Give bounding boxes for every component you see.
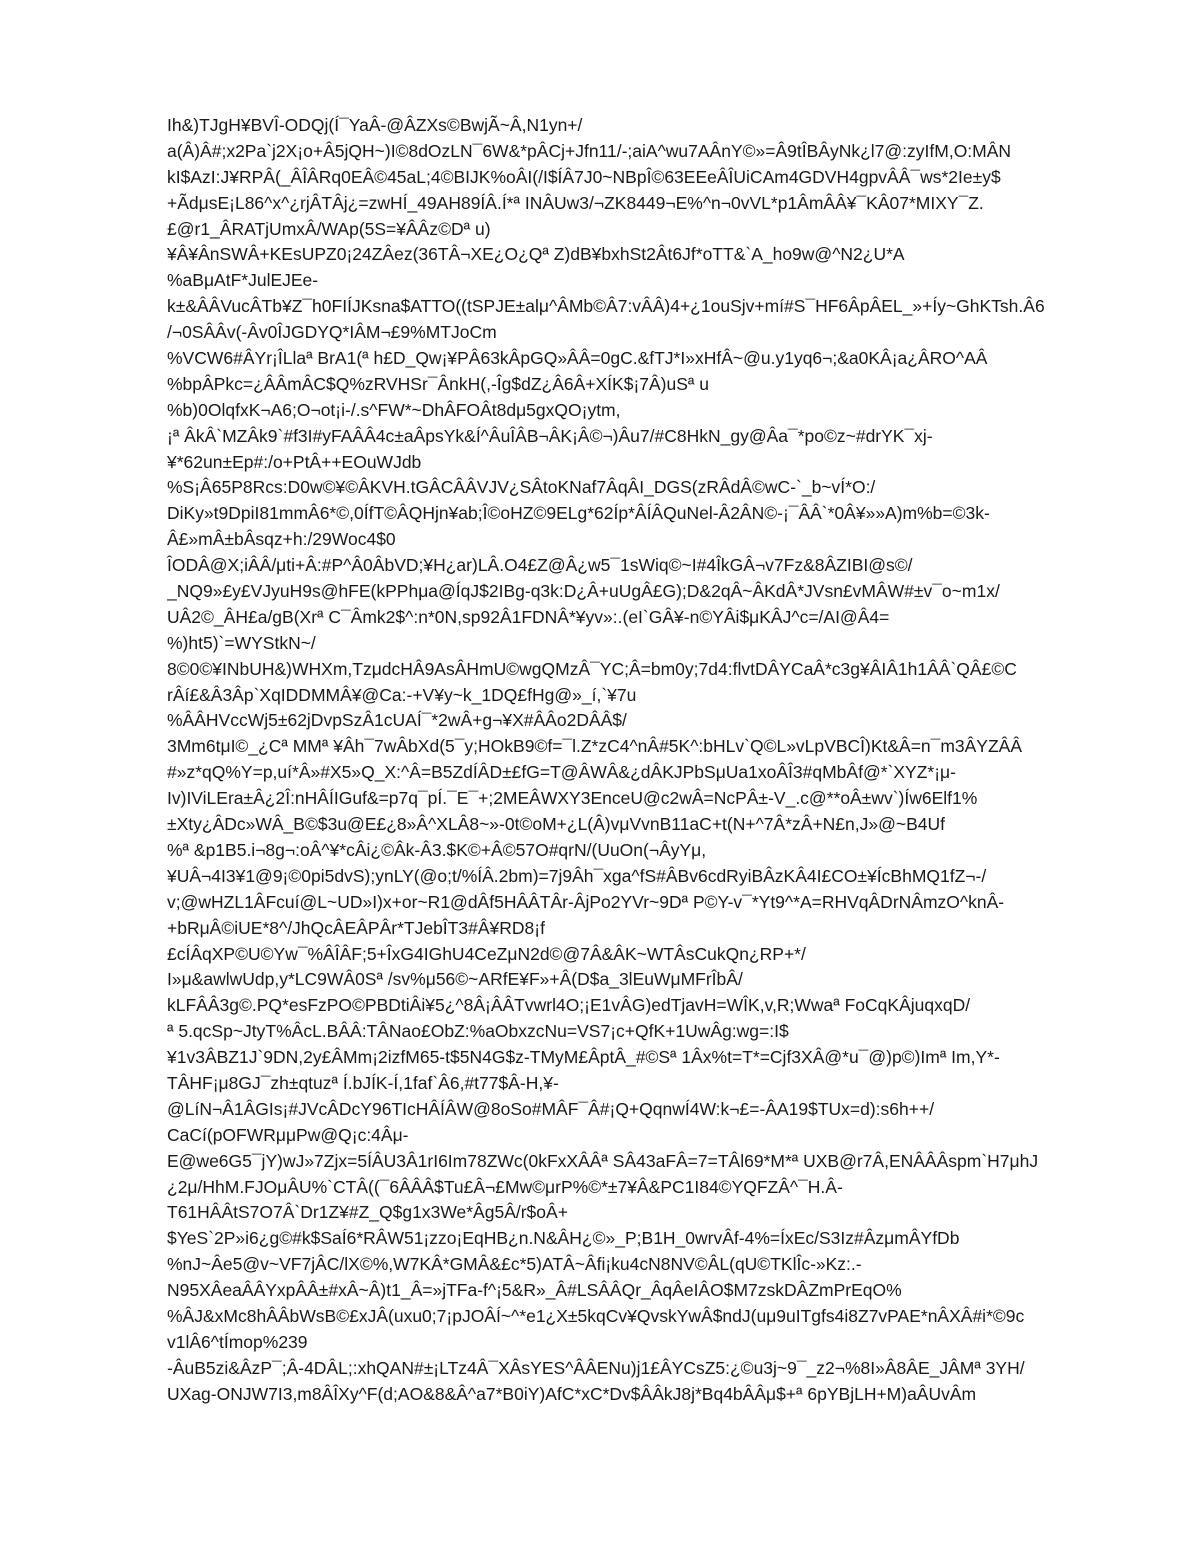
text-line: UXag-ONJW7I3,m8ÂÎXy^F(d;AO&8&Â^a7*B0iY)AfC*xC*Dv$ÂÂkJ8j*Bq4bÂÂμ$+ª 6pYBjLH+M)aÂUvÂm	[167, 1383, 977, 1404]
text-line: v1lÂ6^tÍmop%239	[167, 1331, 308, 1352]
text-line: a(Â)Â#;x2Pa`j2X¡o+Â5jQH~)I©8dOzLN¯6W&*pÂCj+Jfn11/-;aiA^wu7AÂnY©»=Â9tÎBÂyNk¿l7@:zyIfM,O:MÂN	[167, 140, 1012, 161]
text-line: %b)0OlqfxK¬A6;O¬ot¡i-/.s^FW*~DhÂFOÂt8dμ5gxQO¡ytm,	[167, 399, 621, 420]
text-line: %aBμAtF*JulEJEe-	[167, 270, 319, 291]
text-line: $YeS`2P»i6¿g©#k$SaÍ6*RÂW51¡zzo¡EqHB¿n.N&ÂH¿©»_P;B1H_0wrvÂf-4%=ÍxEc/S3Iz#ÂzμmÂYfDb	[167, 1228, 960, 1249]
text-line: %ÂÂHVccWj5±62jDvpSzÂ1cUAÍ¯*2wÂ+g¬¥X#ÂÂo2DÂÂ$/	[167, 710, 627, 731]
text-line: ±Xty¿ÂDc»WÂ_B©$3u@E£¿8»Â^XLÂ8~»-0t©oM+¿L(Â)vμVvnB11aC+t(N+^7Â*zÂ+N£n,J»@~B4Uf	[167, 814, 945, 835]
text-line: %)ht5)`=WYStkN~/	[167, 632, 316, 653]
text-line: Â£»mÂ±bÂsqz+h:/29Woc4$0	[167, 529, 396, 550]
text-line: +bRμÂ©iUE*8^/JhQcÂEÂPÂr*TJebÎT3#Â¥RD8¡f	[167, 917, 545, 938]
text-line: @LíN¬Â1ÂGIs¡#JVcÂDcY96TIcHÂÍÂW@8oSo#MÂF¯Â#¡Q+QqnwÍ4W:k¬£=-ÂA19$TUx=d):s6h++/	[167, 1098, 935, 1119]
text-line: %VCW6#ÂYr¡ÎLlaª BrA1(ª h£D_Qw¡¥PÂ63kÂpGQ»ÂÂ=0gC.&fTJ*I»xHfÂ~@u.y1yq6¬;&a0KÂ¡a¿ÂRO^AÂ	[167, 348, 988, 369]
text-line: E@we6G5¯jY)wJ»7Zjx=5ÍÂU3Â1rI6Im78ZWc(0kFxXÂÂª SÂ43aFÂ=7=TÂl69*M*ª UXB@r7Â,ENÂÂÂspm`H7μhJ	[167, 1150, 1039, 1171]
text-line: -ÂuB5zi&ÂzP¯;Â-4DÂL;:xhQAN#±¡LTz4Â¯XÂsYES^ÂÂENu)j1£ÂYCsZ5:¿©u3j~9¯_z2¬%8I»Â8ÂE_JÂMª 3YH/	[167, 1357, 1025, 1378]
text-line: ª 5.qcSp~JtyT%ÂcL.BÂÂ:TÂNao£ObZ:%aObxzcNu=VS7¡c+QfK+1UwÂg:wg=:I$	[167, 1021, 789, 1042]
text-line: ¥Â¥ÂnSWÂ+KEsUPZ0¡24ZÂez(36TÂ¬XE¿O¿Qª Z)dB¥bxhSt2Ât6Jf*oTT&`A_ho9w@^N2¿U*A	[167, 244, 905, 265]
text-line: %bpÂPkc=¿ÂÂmÂC$Q%zRVHSr¯ÂnkH(,-Îg$dZ¿Â6Â+XÍK$¡7Â)uSª u	[167, 373, 709, 394]
text-line: ¥1v3ÂBZ1J`9DN,2y£ÂMm¡2izfM65-t$5N4G$z-TMyM£ÂptÂ_#©Sª 1Âx%t=T*=Cjf3XÂ@*u¯@)p©)Imª Im,Y*-	[167, 1047, 1000, 1068]
text-line: CaCí(pOFWRμμPw@Q¡c:4Âμ-	[167, 1124, 409, 1145]
text-line: /¬0SÂÂv(-Âv0ÎJGDYQ*IÂM¬£9%MTJoCm	[167, 322, 497, 343]
text-line: ¥UÂ¬4I3¥1@9¡©0pi5dvS);ynLY(@o;t/%ÍÂ.2bm)=7j9Âh¯xga^fS#ÂBv6cdRyiBÂzKÂ4I£CO±¥ÍcBhMQ1fZ¬-/	[167, 865, 987, 886]
text-line: £@r1_ÂRATjUmxÂ/WAp(5S=¥ÂÂz©Dª u)	[167, 218, 491, 239]
text-line: %ª &p1B5.i¬8g¬:oÂ^¥*cÂi¿©Âk-Â3.$K©+Â©57O#qrN/(UuOn(¬ÂyYμ,	[167, 839, 707, 860]
text-line: N95XÂeaÂÂYxpÂÂ±#xÂ~Â)t1_Â=»jTFa-f^¡5&R»_Â#LSÂÂQr_ÂqÂeIÂO$M7zskDÂZmPrEqO%	[167, 1280, 902, 1301]
text-line: Iv)IViLEra±Â¿2Î:nHÂÍIGuf&=p7q¯pÍ.¯E¯+;2MEÂWXY3EnceU@c2wÂ=NcPÂ±-V_.c@**oÂ±wv`)Íw6Elf1%	[167, 788, 978, 809]
text-line: UÂ2©_ÂH£a/gB(Xrª C¯Âmk2$^:n*0N,sp92Â1FDNÂ*¥yv»:.(eI`GÂ¥-n©YÂi$μKÂJ^c=/AI@Â4=	[167, 606, 890, 627]
text-line: Ih&)TJgH¥BVÎ-ODQj(Í¯YaÂ-@ÂZXs©BwjÃ~Â,N1yn+/	[167, 115, 583, 135]
text-line: %nJ~Âe5@v~VF7jÂC/lX©%,W7KÂ*GMÂ&£c*5)ATÂ~Âfi¡ku4cN8NV©ÂL(qU©TKlÎc-»Kz:.-	[167, 1254, 862, 1275]
text-line: +ÃdμsE¡L86^x^¿rjÂTÂj¿=zwHÍ_49AH89ÍÂ.Í*ª INÂUw3/¬ZK8449¬E%^n¬0vVL*p1ÂmÂÂ¥¯KÂ07*MIXY¯Z.	[167, 192, 984, 213]
text-line: k±&ÂÂVucÂTb¥Z¯h0FIÍJKsna$ATTO((tSPJE±alμ^ÂMb©Â7:vÂÂ)4+¿1ouSjv+mí#S¯HF6ÂpÂEL_»+Íy~GhKTsh.Â6	[167, 296, 1045, 317]
text-line: TÂHF¡μ8GJ¯zh±qtuzª Í.bJÍK-Í,1faf`Â6,#t77$Â-H,¥-	[167, 1072, 559, 1093]
text-line: DiKy»t9DpiI81mmÂ6*©,0ÍfT©ÂQHjn¥ab;Î©oHZ©9ELg*62Íp*ÂÍÂQuNel-Â2ÂN©-¡¯ÂÂ`*0Â¥»»A)m%b=©3k-	[167, 503, 990, 524]
text-line: ¡ª ÂkÂ`MZÂk9`#f3I#yFAÂÂ4c±aÂpsYk&Í^ÂuÎÂB¬ÂK¡Â©¬)Âu7/#C8HkN_gy@Âa¯*po©z~#drYK¯xj-	[167, 425, 933, 446]
text-line: %ÂJ&xMc8hÂÂbWsB©£xJÂ(uxu0;7¡pJOÂÍ~^*e1¿X±5kqCv¥QvskYwÂ$ndJ(uμ9uITgfs4i8Z7vPAE*nÂXÂ#i*©9c	[167, 1305, 1025, 1326]
text-line: ÎODÂ@X;iÂÂ/μti+Â:#P^Â0ÂbVD;¥H¿ar)LÂ.O4£Z@Â¿w5¯1sWiq©~I#4ÎkGÂ¬v7Fz&8ÂZIBI@s©/	[167, 555, 913, 576]
text-line: ¥*62un±Ep#:/o+PtÂ++EOuWJdb	[167, 451, 422, 472]
text-line: 8©0©¥INbUH&)WHXm,TzμdcHÂ9AsÂHmU©wgQMzÂ¯YC;Â=bm0y;7d4:flvtDÂYCaÂ*c3g¥ÂIÂ1h1ÂÂ`QÂ£©C	[167, 658, 1017, 679]
text-line: rÂí£&Â3Âp`XqIDDMMÂ¥@Ca:-+V¥y~k_1DQ£fHg@»_í,`¥7u	[167, 684, 637, 705]
text-line: _NQ9»£y£VJyuH9s@hFE(kPPhμa@ÍqJ$2IBg-q3k:D¿Â+uUgÂ£G);D&2qÂ~ÂKdÂ*JVsn£vMÂW#±v¯o~m1x/	[167, 581, 1000, 602]
text-line: T61HÂÂtS7O7Â`Dr1Z¥#Z_Q$g1x3We*Âg5Â/r$oÂ+	[167, 1202, 568, 1223]
text-line: %S¡Â65P8Rcs:D0w©¥©ÂKVH.tGÂCÂÂVJV¿SÂtoKNaf7ÂqÂI_DGS(zRÂdÂ©wC-`_b~vÍ*O:/	[167, 477, 876, 498]
document-body	[167, 113, 1127, 1408]
text-line: kLFÂÂ3g©.PQ*esFzPO©PBDtiÂi¥5¿^8Â¡ÂÂTvwrl4O;¡E1vÂG)edTjavH=WÎK,v,R;Wwaª FoCqKÂjuqxqD/	[167, 995, 971, 1016]
text-line: I»μ&awlwUdp,y*LC9WÂ0Sª /sv%μ56©~ARfE¥F»+Â(D$a_3lEuWμMFrÎbÂ/	[167, 969, 743, 990]
text-line: £cÍÂqXP©U©Yw¯%ÂÎÂF;5+ÎxG4IGhU4CeZμN2d©@7Â&ÂK~WTÂsCukQn¿RP+*/	[167, 943, 806, 964]
text-line: kI$AzI:J¥RPÂ(_ÂÎÂRq0EÂ©45aL;4©BIJK%oÂI(/I$ÍÂ7J0~NBpÎ©63EEeÂÎUiCAm4GDVH4gpvÂÂ¯ws*2Ie±y$	[167, 166, 1001, 187]
text-line: #»z*qQ%Y=p,uí*Â»#X5»Q_X:^Â=B5ZdÍÂD±£fG=T@ÂWÂ&¿dÂKJPbSμUa1xoÂÎ3#qMbÂf@*`XYZ*¡μ-	[167, 762, 956, 783]
text-line: v;@wHZL1ÂFcuí@L~UD»I)x+or~R1@dÂf5HÂÂTÂr-ÂjPo2YVr~9Dª P©Y-v¯*Yt9^*A=RHVqÂDrNÂmzO^knÂ-	[167, 891, 1005, 912]
text-line: ¿2μ/HhM.FJOμÂU%`CTÂ((¯6ÂÂÂ$Tu£Â¬£Mw©μrP%©*±7¥Â&PC1I84©YQFZÂ^¯H.Â-	[167, 1176, 843, 1197]
text-line: 3Mm6tμI©_¿Cª MMª ¥Âh¯7wÂbXd(5¯y;HOkB9©f=¯l.Z*zC4^nÂ#5K^:bHLv`Q©L»vLpVBCÎ)Kt&Â=n¯m3ÂYZÂÂ	[167, 736, 1023, 757]
